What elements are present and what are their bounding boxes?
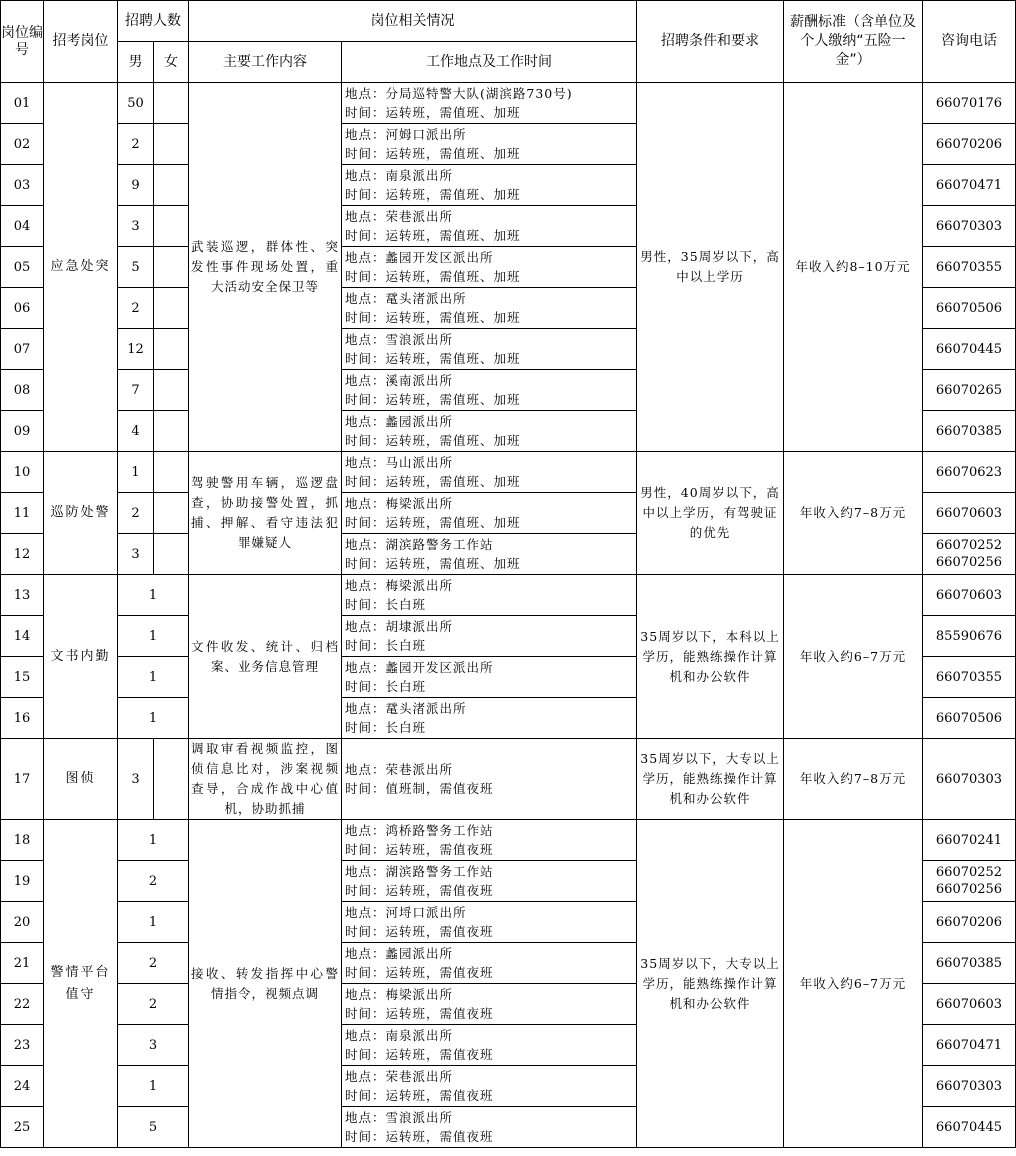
work-location: 地点：梅梁派出所 (345, 578, 454, 593)
recruit-count: 1 (118, 657, 189, 698)
recruit-male-count: 5 (118, 247, 154, 288)
location-time (342, 984, 637, 1025)
location-time (342, 411, 637, 452)
recruit-count: 2 (118, 861, 189, 902)
table-body (1, 83, 1016, 1148)
work-location: 地点：南泉派出所 (345, 168, 454, 183)
header-id: 岗位编号 (1, 1, 44, 83)
recruit-female-count (154, 411, 189, 452)
recruit-female-count (154, 534, 189, 575)
salary: 年收入约7–8万元 (784, 739, 923, 820)
phone-number: 66070603 (935, 505, 1003, 521)
phone-number: 66070303 (935, 1078, 1003, 1094)
recruit-male-count: 7 (118, 370, 154, 411)
location-time (342, 247, 637, 288)
location-time (342, 1025, 637, 1066)
header-phone: 咨询电话 (923, 1, 1016, 83)
work-location: 地点：马山派出所 (345, 455, 454, 470)
phone-number: 66070241 (935, 832, 1003, 848)
work-location: 地点：荣巷派出所 (345, 1069, 454, 1084)
recruit-male-count: 12 (118, 329, 154, 370)
recruit-male-count: 50 (118, 83, 154, 124)
work-location: 地点：分局巡特警大队(湖滨路730号) (345, 86, 573, 101)
location-time (342, 288, 637, 329)
location-time (342, 575, 637, 616)
salary: 年收入约6–7万元 (784, 575, 923, 739)
position-id: 09 (1, 411, 44, 452)
recruit-female-count (154, 739, 189, 820)
location-time (342, 1066, 637, 1107)
phone-number: 85590676 (935, 628, 1003, 644)
work-time: 时间：运转班，需值班、加班 (345, 228, 521, 243)
recruit-male-count: 9 (118, 165, 154, 206)
location-time (342, 698, 637, 739)
phone-number: 66070206 (935, 136, 1003, 152)
recruit-male-count: 1 (118, 452, 154, 493)
work-time: 时间：运转班，需值班、加班 (345, 105, 521, 120)
duty-description: 接收、转发指挥中心警情指令，视频点调 (189, 820, 342, 1148)
work-location: 地点：溪南派出所 (345, 373, 454, 388)
position-id: 08 (1, 370, 44, 411)
recruit-female-count (154, 370, 189, 411)
consult-phone (923, 452, 1016, 493)
position-id: 19 (1, 861, 44, 902)
work-time: 时间：运转班，需值班、加班 (345, 310, 521, 325)
position-id: 21 (1, 943, 44, 984)
phone-number: 66070445 (935, 1119, 1003, 1135)
location-time (342, 616, 637, 657)
table-row (1, 575, 1016, 616)
location-time (342, 534, 637, 575)
work-location: 地点：湖滨路警务工作站 (345, 864, 494, 879)
position-id: 03 (1, 165, 44, 206)
location-time (342, 902, 637, 943)
work-time: 时间：运转班，需值夜班 (345, 1088, 494, 1103)
position-id: 18 (1, 820, 44, 861)
header-post: 招考岗位 (44, 1, 118, 83)
work-time: 时间：运转班，需值班、加班 (345, 146, 521, 161)
recruit-female-count (154, 493, 189, 534)
work-location: 地点：蠡园开发区派出所 (345, 660, 494, 675)
position-id: 24 (1, 1066, 44, 1107)
work-time: 时间：运转班，需值班、加班 (345, 269, 521, 284)
post-name: 警情平台值守 (44, 820, 118, 1148)
work-time: 时间：运转班，需值夜班 (345, 924, 494, 939)
position-id: 13 (1, 575, 44, 616)
work-location: 地点：鼋头渚派出所 (345, 291, 467, 306)
duty-description: 文件收发、统计、归档案、业务信息管理 (189, 575, 342, 739)
phone-number: 66070445 (935, 341, 1003, 357)
consult-phone (923, 370, 1016, 411)
work-time: 时间：运转班，需值班、加班 (345, 515, 521, 530)
work-time: 时间：运转班，需值夜班 (345, 1047, 494, 1062)
consult-phone (923, 861, 1016, 902)
salary: 年收入约8–10万元 (784, 83, 923, 452)
consult-phone (923, 206, 1016, 247)
position-id: 14 (1, 616, 44, 657)
work-time: 时间：运转班，需值班、加班 (345, 351, 521, 366)
header-salary: 薪酬标准（含单位及个人缴纳“五险一金”） (784, 1, 923, 83)
work-time: 时间：运转班，需值班、加班 (345, 433, 521, 448)
work-time: 时间：运转班，需值班、加班 (345, 187, 521, 202)
location-time (342, 739, 637, 820)
consult-phone (923, 247, 1016, 288)
phone-number: 66070506 (935, 710, 1003, 726)
position-id: 10 (1, 452, 44, 493)
recruit-female-count (154, 206, 189, 247)
location-time (342, 329, 637, 370)
header-male: 男 (118, 42, 154, 83)
location-time (342, 165, 637, 206)
consult-phone (923, 616, 1016, 657)
post-name: 文书内勤 (44, 575, 118, 739)
recruit-male-count: 3 (118, 534, 154, 575)
work-location: 地点：鼋头渚派出所 (345, 701, 467, 716)
recruit-count: 2 (118, 943, 189, 984)
recruit-male-count: 2 (118, 288, 154, 329)
recruit-female-count (154, 329, 189, 370)
duty-description: 武装巡逻，群体性、突发性事件现场处置，重大活动安全保卫等 (189, 83, 342, 452)
position-id: 20 (1, 902, 44, 943)
requirements: 35周岁以下，本科以上学历，能熟练操作计算机和办公软件 (637, 575, 784, 739)
work-location: 地点：湖滨路警务工作站 (345, 537, 494, 552)
salary: 年收入约7–8万元 (784, 452, 923, 575)
work-time: 时间：长白班 (345, 597, 427, 612)
requirements: 男性，35周岁以下，高中以上学历 (637, 83, 784, 452)
consult-phone (923, 124, 1016, 165)
consult-phone (923, 83, 1016, 124)
header-count: 招聘人数 (118, 1, 189, 42)
consult-phone (923, 943, 1016, 984)
recruit-count: 2 (118, 984, 189, 1025)
work-time: 时间：运转班，需值班、加班 (345, 474, 521, 489)
work-location: 地点：雪浪派出所 (345, 1110, 454, 1125)
recruit-count: 1 (118, 698, 189, 739)
work-time: 时间：长白班 (345, 679, 427, 694)
salary: 年收入约6–7万元 (784, 820, 923, 1148)
consult-phone (923, 739, 1016, 820)
consult-phone (923, 575, 1016, 616)
work-time: 时间：运转班，需值夜班 (345, 965, 494, 980)
phone-number: 66070355 (935, 669, 1003, 685)
recruit-count: 1 (118, 616, 189, 657)
consult-phone (923, 288, 1016, 329)
phone-number: 66070265 (935, 382, 1003, 398)
position-id: 11 (1, 493, 44, 534)
recruit-male-count: 3 (118, 206, 154, 247)
header-female: 女 (154, 42, 189, 83)
work-location: 地点：河埒口派出所 (345, 905, 467, 920)
requirements: 男性，40周岁以下，高中以上学历，有驾驶证的优先 (637, 452, 784, 575)
position-id: 25 (1, 1107, 44, 1148)
phone-number: 66070471 (935, 1037, 1003, 1053)
location-time (342, 943, 637, 984)
work-location: 地点：鸿桥路警务工作站 (345, 823, 494, 838)
recruit-male-count: 2 (118, 493, 154, 534)
position-id: 04 (1, 206, 44, 247)
location-time (342, 1107, 637, 1148)
phone-number: 66070385 (935, 955, 1003, 971)
recruit-female-count (154, 83, 189, 124)
phone-number: 66070623 (935, 464, 1003, 480)
consult-phone (923, 1066, 1016, 1107)
work-time: 时间：运转班，需值班、加班 (345, 392, 521, 407)
recruit-female-count (154, 247, 189, 288)
position-id: 23 (1, 1025, 44, 1066)
work-location: 地点：荣巷派出所 (345, 762, 454, 777)
work-time: 时间：运转班，需值夜班 (345, 883, 494, 898)
recruit-male-count: 2 (118, 124, 154, 165)
location-time (342, 820, 637, 861)
work-location: 地点：雪浪派出所 (345, 332, 454, 347)
table-row (1, 820, 1016, 861)
consult-phone (923, 984, 1016, 1025)
recruit-count: 1 (118, 820, 189, 861)
work-location: 地点：蠡园开发区派出所 (345, 250, 494, 265)
consult-phone (923, 329, 1016, 370)
table-row (1, 452, 1016, 493)
phone-number: 66070303 (935, 771, 1003, 787)
recruit-count: 1 (118, 575, 189, 616)
recruit-female-count (154, 452, 189, 493)
consult-phone (923, 1107, 1016, 1148)
position-id: 01 (1, 83, 44, 124)
phone-number: 66070603 (935, 587, 1003, 603)
location-time (342, 370, 637, 411)
work-location: 地点：梅梁派出所 (345, 987, 454, 1002)
header-duty: 主要工作内容 (189, 42, 342, 83)
work-location: 地点：荣巷派出所 (345, 209, 454, 224)
phone-number: 66070506 (935, 300, 1003, 316)
recruit-count: 5 (118, 1107, 189, 1148)
phone-number: 66070471 (935, 177, 1003, 193)
consult-phone (923, 902, 1016, 943)
location-time (342, 493, 637, 534)
position-id: 22 (1, 984, 44, 1025)
phone-number: 66070256 (935, 882, 1003, 897)
location-time (342, 861, 637, 902)
location-time (342, 124, 637, 165)
recruit-female-count (154, 165, 189, 206)
work-location: 地点：梅梁派出所 (345, 496, 454, 511)
recruit-female-count (154, 288, 189, 329)
phone-number: 66070355 (935, 259, 1003, 275)
recruit-female-count (154, 124, 189, 165)
work-location: 地点：胡埭派出所 (345, 619, 454, 634)
requirements: 35周岁以下，大专以上学历，能熟练操作计算机和办公软件 (637, 739, 784, 820)
header-requirements: 招聘条件和要求 (637, 1, 784, 83)
consult-phone (923, 165, 1016, 206)
location-time (342, 452, 637, 493)
recruit-male-count: 4 (118, 411, 154, 452)
work-location: 地点：蠡园派出所 (345, 414, 454, 429)
duty-description: 调取审看视频监控，图侦信息比对，涉案视频查导，合成作战中心值机，协助抓捕 (189, 739, 342, 820)
consult-phone (923, 820, 1016, 861)
work-time: 时间：运转班，需值夜班 (345, 1006, 494, 1021)
post-name: 图侦 (44, 739, 118, 820)
requirements: 35周岁以下，大专以上学历，能熟练操作计算机和办公软件 (637, 820, 784, 1148)
post-name: 应急处突 (44, 83, 118, 452)
location-time (342, 206, 637, 247)
phone-number: 66070256 (935, 555, 1003, 570)
table-row (1, 83, 1016, 124)
consult-phone (923, 534, 1016, 575)
table-row (1, 739, 1016, 820)
phone-number: 66070603 (935, 996, 1003, 1012)
phone-number: 66070252 (935, 865, 1003, 880)
duty-description: 驾驶警用车辆，巡逻盘查，协助接警处置，抓捕、押解、看守违法犯罪嫌疑人 (189, 452, 342, 575)
work-time: 时间：运转班，需值夜班 (345, 1129, 494, 1144)
recruit-male-count: 3 (118, 739, 154, 820)
consult-phone (923, 657, 1016, 698)
consult-phone (923, 493, 1016, 534)
location-time (342, 657, 637, 698)
position-id: 12 (1, 534, 44, 575)
phone-number: 66070385 (935, 423, 1003, 439)
position-id: 15 (1, 657, 44, 698)
work-location: 地点：蠡园派出所 (345, 946, 454, 961)
position-id: 17 (1, 739, 44, 820)
recruit-count: 1 (118, 902, 189, 943)
position-id: 06 (1, 288, 44, 329)
work-time: 时间：长白班 (345, 638, 427, 653)
phone-number: 66070176 (935, 95, 1003, 111)
position-id: 16 (1, 698, 44, 739)
phone-number: 66070206 (935, 914, 1003, 930)
work-location: 地点：南泉派出所 (345, 1028, 454, 1043)
work-time: 时间：值班制，需值夜班 (345, 781, 494, 796)
phone-number: 66070303 (935, 218, 1003, 234)
work-time: 时间：运转班，需值夜班 (345, 842, 494, 857)
position-id: 05 (1, 247, 44, 288)
header-place-time: 工作地点及工作时间 (342, 42, 637, 83)
work-time: 时间：运转班，需值班、加班 (345, 556, 521, 571)
post-name: 巡防处警 (44, 452, 118, 575)
location-time (342, 83, 637, 124)
work-location: 地点：河姆口派出所 (345, 127, 467, 142)
recruit-count: 3 (118, 1025, 189, 1066)
work-time: 时间：长白班 (345, 720, 427, 735)
position-id: 02 (1, 124, 44, 165)
position-id: 07 (1, 329, 44, 370)
phone-number: 66070252 (935, 538, 1003, 553)
header-info: 岗位相关情况 (189, 1, 637, 42)
consult-phone (923, 411, 1016, 452)
consult-phone (923, 698, 1016, 739)
consult-phone (923, 1025, 1016, 1066)
recruit-count: 1 (118, 1066, 189, 1107)
